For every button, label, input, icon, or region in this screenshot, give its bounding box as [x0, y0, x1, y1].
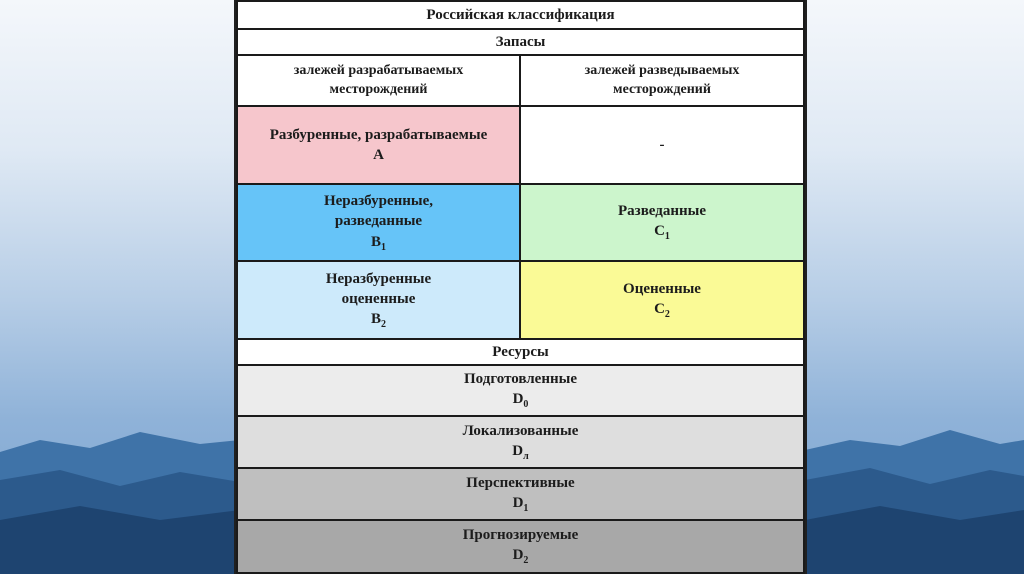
resource-dl: [236, 415, 805, 469]
resource-label: Локализованные: [462, 422, 579, 439]
reserves-header: Запасы: [236, 28, 805, 56]
cell-category-a: [236, 105, 521, 185]
resource-d1: [236, 467, 805, 521]
category-code: $D_л$: [512, 442, 529, 462]
cell-label: Разведанные: [618, 203, 706, 220]
resource-label: Подготовленные: [464, 371, 577, 388]
cell-label: Оцененные: [623, 280, 701, 297]
category-code: $B_2$: [370, 311, 386, 330]
category-code: $D_1$: [512, 494, 529, 514]
category-code: $C_2$: [654, 300, 670, 320]
cell-label: -: [659, 136, 665, 153]
cell-category-c2: [519, 260, 805, 340]
category-code: $C_1$: [654, 223, 670, 243]
cell-category-b1: [236, 183, 521, 262]
category-code: A: [373, 147, 384, 163]
classification-table: [236, 0, 805, 574]
table-title: Российская классификация: [236, 0, 805, 30]
cell-category-c1: [519, 183, 805, 262]
cell-label: Разбуренные, разрабатываемые: [269, 126, 488, 143]
cell-label: разведанные: [334, 213, 423, 230]
cell-label: оцененные: [341, 290, 416, 307]
column-header-line: залежей разрабатываемых: [293, 62, 464, 78]
column-header-line: залежей разведываемых: [584, 62, 740, 78]
column-header-line: месторождений: [329, 81, 428, 97]
cell-label: Неразбуренные: [325, 270, 432, 287]
column-header-explored: [519, 54, 805, 107]
resource-d0: [236, 364, 805, 417]
cell-category-b2: [236, 260, 521, 340]
cell-label: Неразбуренные,: [323, 193, 434, 209]
cell-empty: [519, 105, 805, 185]
resource-label: Прогнозируемые: [462, 527, 579, 544]
category-code: $D_0$: [512, 391, 529, 411]
column-header-line: месторождений: [613, 81, 711, 97]
resource-label: Перспективные: [466, 474, 575, 491]
resources-header: Ресурсы: [236, 338, 805, 366]
resource-d2: [236, 519, 805, 574]
category-code: $B_1$: [370, 233, 386, 253]
column-header-developed: [236, 54, 521, 107]
category-code: $D_2$: [512, 547, 529, 567]
